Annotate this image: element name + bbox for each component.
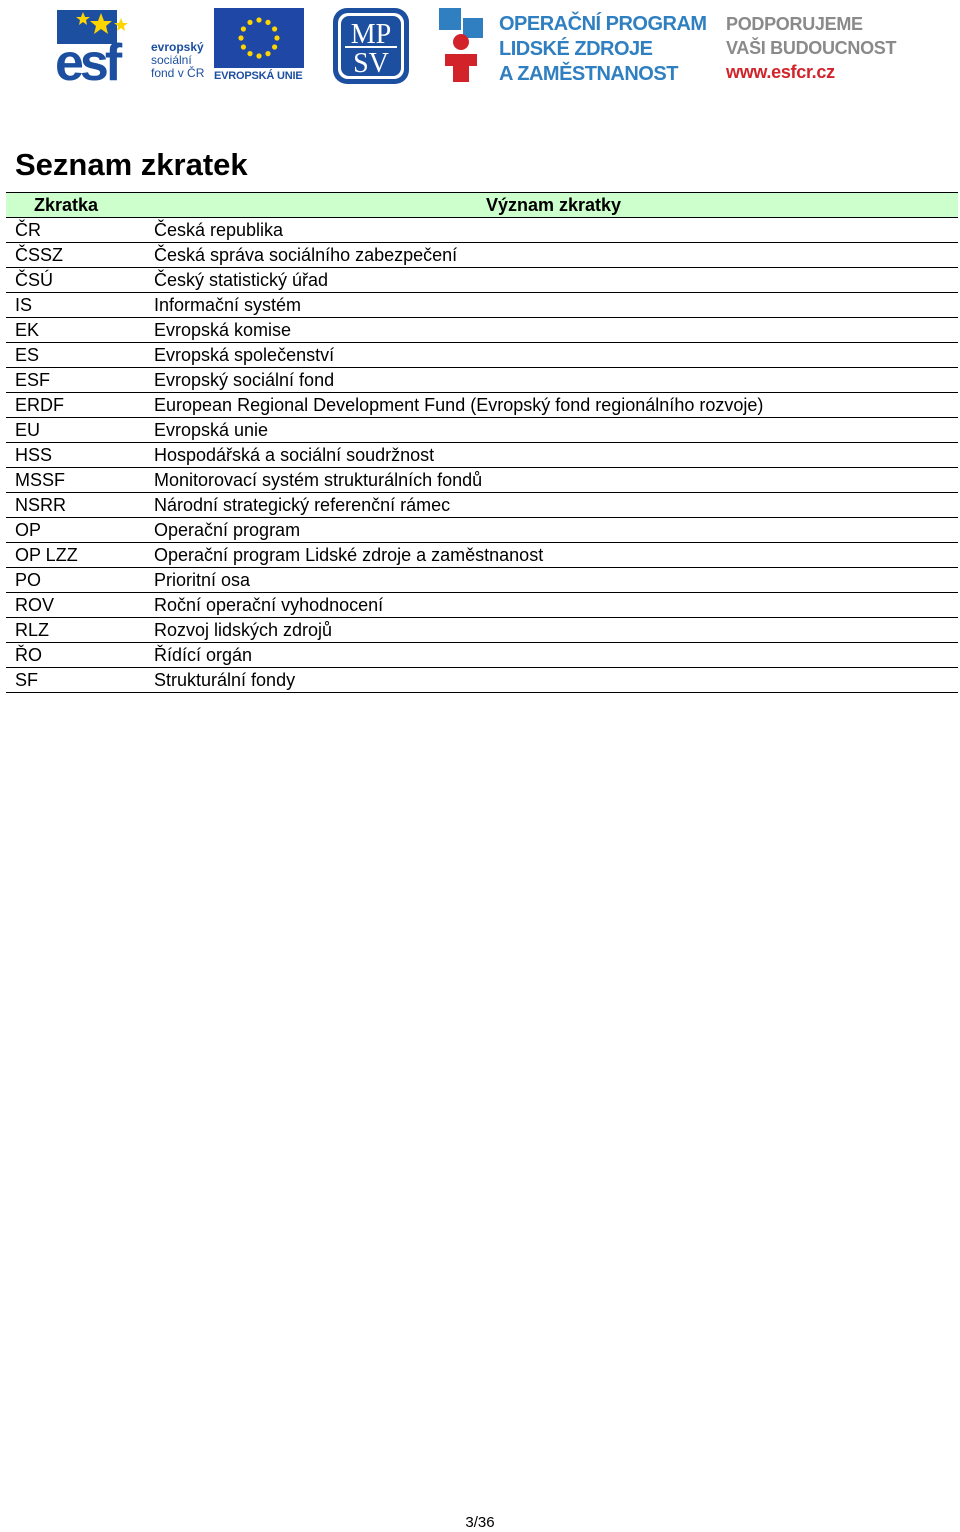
table-row (6, 618, 958, 643)
table-row (6, 343, 958, 368)
meaning-cell: Česká republika (149, 218, 958, 243)
meaning-cell: Národní strategický referenční rámec (149, 493, 958, 518)
page-number: 3/36 (465, 1514, 495, 1531)
meaning-cell: Česká správa sociálního zabezpečení (149, 243, 958, 268)
table-row (6, 318, 958, 343)
table-row (6, 668, 958, 693)
esf-logo-text (151, 41, 204, 80)
meaning-cell: Hospodářská a sociální soudržnost (149, 443, 958, 468)
column-header-abbreviation: Zkratka (6, 193, 149, 218)
meaning-cell: Český statistický úřad (149, 268, 958, 293)
op-lzz-text (499, 12, 707, 87)
abbreviation-cell: OP (6, 518, 149, 543)
esf-logo-line-3: fond v ČR (151, 66, 205, 80)
meaning-cell: Řídící orgán (149, 643, 958, 668)
table-row (6, 268, 958, 293)
abbreviation-cell: PO (6, 568, 149, 593)
abbreviation-cell: EU (6, 418, 149, 443)
meaning-cell: Roční operační vyhodnocení (149, 593, 958, 618)
eu-logo (214, 8, 306, 86)
table-row (6, 593, 958, 618)
abbreviation-cell: OP LZZ (6, 543, 149, 568)
op-lzz-line-3: A ZAMĚSTNANOST (499, 63, 678, 85)
esf-logo-line-1: evropský (151, 40, 204, 54)
abbreviation-cell: IS (6, 293, 149, 318)
abbreviation-cell: SF (6, 668, 149, 693)
abbreviation-cell: ŘO (6, 643, 149, 668)
mpsv-logo (333, 8, 409, 84)
esf-logo (55, 8, 207, 86)
meaning-cell: European Regional Development Fund (Evropský fond regionálního rozvoje) (149, 393, 958, 418)
abbreviation-cell: ROV (6, 593, 149, 618)
eu-logo-label: EVROPSKÁ UNIE (214, 70, 303, 82)
abbreviation-cell: ČSÚ (6, 268, 149, 293)
table-row (6, 443, 958, 468)
column-header-meaning: Význam zkratky (149, 193, 958, 218)
table-header-row (6, 193, 958, 218)
meaning-cell: Operační program (149, 518, 958, 543)
abbreviation-cell: HSS (6, 443, 149, 468)
mpsv-logo-bottom: SV (353, 48, 389, 79)
esf-logo-line-2: sociální (151, 53, 192, 67)
abbreviation-cell: RLZ (6, 618, 149, 643)
meaning-cell: Informační systém (149, 293, 958, 318)
table-row (6, 293, 958, 318)
meaning-cell: Prioritní osa (149, 568, 958, 593)
header-logos (0, 0, 960, 95)
slogan-line-2: VAŠI BUDOUCNOST (726, 38, 897, 58)
op-lzz-line-1: OPERAČNÍ PROGRAM (499, 13, 707, 35)
abbreviation-cell: ČR (6, 218, 149, 243)
page-title: Seznam zkratek (15, 147, 248, 182)
abbreviation-cell: EK (6, 318, 149, 343)
table-row (6, 568, 958, 593)
esf-logo-mark (55, 8, 147, 82)
table-row (6, 643, 958, 668)
table-row (6, 493, 958, 518)
op-lzz-line-2: LIDSKÉ ZDROJE (499, 38, 653, 60)
table-row (6, 243, 958, 268)
abbreviation-cell: ERDF (6, 393, 149, 418)
table-row (6, 418, 958, 443)
abbreviation-cell: ČSSZ (6, 243, 149, 268)
abbreviation-cell: NSRR (6, 493, 149, 518)
person-figure-icon (437, 8, 489, 84)
abbreviation-cell: ESF (6, 368, 149, 393)
abbreviation-cell: MSSF (6, 468, 149, 493)
slogan-url[interactable]: www.esfcr.cz (726, 62, 835, 82)
meaning-cell: Evropský sociální fond (149, 368, 958, 393)
meaning-cell: Operační program Lidské zdroje a zaměstnanost (149, 543, 958, 568)
meaning-cell: Strukturální fondy (149, 668, 958, 693)
table-row (6, 518, 958, 543)
abbreviations-table (6, 192, 958, 693)
esf-logo-wordmark: esf (55, 34, 119, 82)
table-row (6, 543, 958, 568)
table-row (6, 218, 958, 243)
slogan-line-1: PODPORUJEME (726, 14, 863, 34)
op-lzz-logo (437, 8, 707, 86)
table-row (6, 368, 958, 393)
eu-flag-icon (214, 8, 304, 68)
meaning-cell: Evropská unie (149, 418, 958, 443)
abbreviation-cell: ES (6, 343, 149, 368)
meaning-cell: Monitorovací systém strukturálních fondů (149, 468, 958, 493)
meaning-cell: Evropská komise (149, 318, 958, 343)
mpsv-logo-top: MP (350, 19, 392, 50)
slogan (726, 12, 896, 84)
table-row (6, 468, 958, 493)
meaning-cell: Evropská společenství (149, 343, 958, 368)
table-row (6, 393, 958, 418)
meaning-cell: Rozvoj lidských zdrojů (149, 618, 958, 643)
